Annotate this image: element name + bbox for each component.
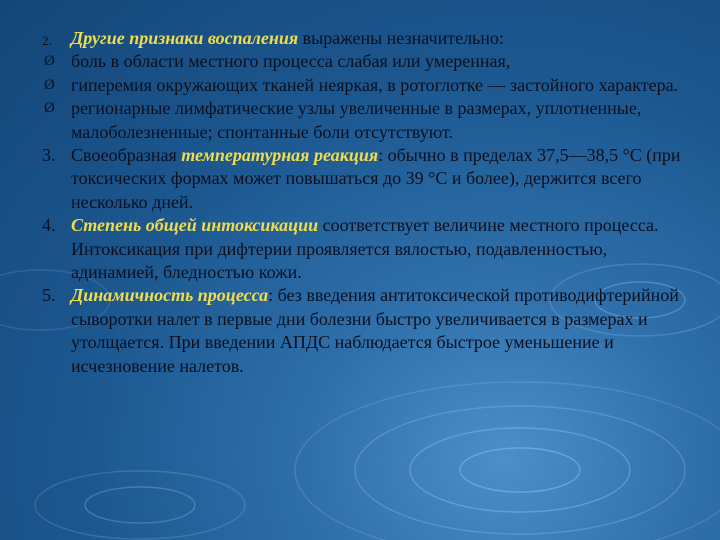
- item-text: : без введения антитоксической противодифтерийной сыворотки налет в первые дни болезни быстро увеличивается в размерах и утолщается. При введении АПДС наблюдается быстрое уменьшение и исчезновение налетов.: [71, 285, 679, 376]
- list-item-pain: [42, 50, 692, 73]
- list-number: 2.: [42, 33, 52, 48]
- arrow-bullet-icon: Ø: [44, 100, 55, 117]
- item-text: : обычно в пределах 37,5—38,5 °С (при токсических формах может повышаться до 39 °С и более), держится всего несколько дней.: [71, 145, 681, 212]
- list-number: 4.: [42, 215, 56, 236]
- item-text: соответствует величине местного процесса. Интоксикация при дифтерии проявляется вялостью, подавленностью, адинамией, бледностью кожи.: [71, 215, 659, 283]
- arrow-bullet-icon: Ø: [44, 53, 55, 70]
- highlight-term: Динамичность процесса: [71, 285, 269, 306]
- highlight-term: Степень общей интоксикации: [71, 215, 319, 236]
- bullet-list: [42, 27, 692, 378]
- item-text: боль в области местного процесса слабая или умеренная,: [71, 51, 511, 72]
- item-text: выражены незначительно:: [298, 28, 504, 48]
- list-number: 3.: [42, 145, 56, 166]
- list-item-temperature: [42, 144, 692, 214]
- list-item-intoxication: [42, 214, 692, 284]
- list-item-dynamics: [42, 284, 692, 378]
- arrow-bullet-icon: Ø: [44, 76, 55, 93]
- item-text: регионарные лимфатические узлы увеличенные в размерах, уплотненные, малоболезненные; спонтанные боли отсутствуют.: [71, 98, 642, 142]
- item-text-prefix: Своеобразная: [71, 145, 182, 166]
- highlight-term: температурная реакция: [181, 145, 379, 166]
- list-item-lymph-nodes: [42, 97, 692, 144]
- list-number: 5.: [42, 285, 56, 306]
- item-text: гиперемия окружающих тканей неяркая, в ротоглотке — застойного характера.: [71, 74, 679, 95]
- list-item-other-signs: [42, 27, 692, 50]
- list-item-hyperemia: [42, 74, 692, 97]
- highlight-term: Другие признаки воспаления: [71, 28, 299, 48]
